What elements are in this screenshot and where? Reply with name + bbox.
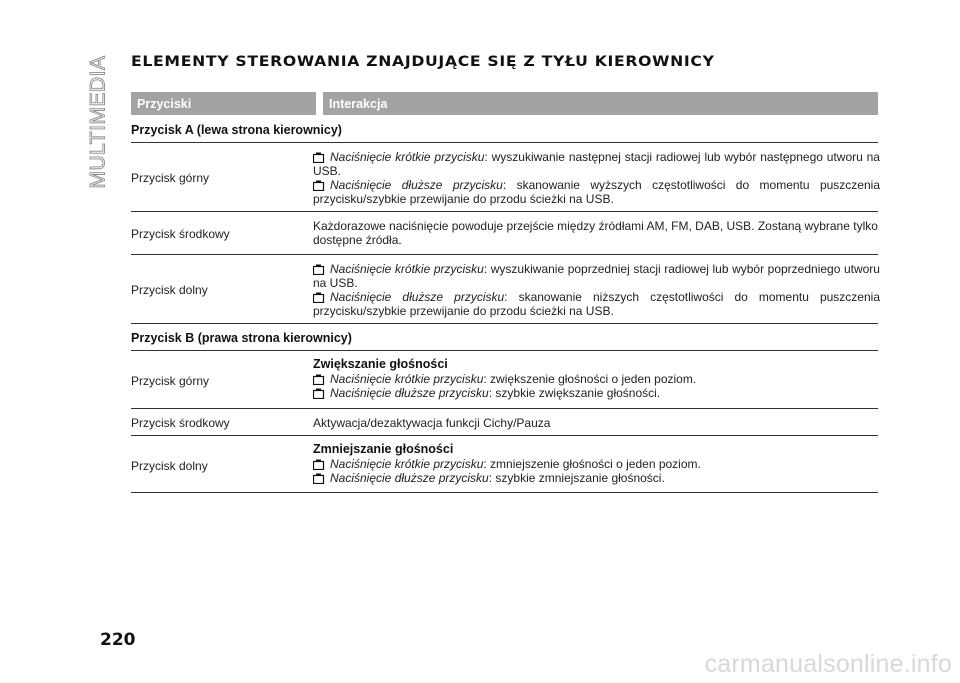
bullet-item: [313, 471, 880, 485]
bullet-emphasis: Naciśnięcie dłuższe przycisku: [330, 290, 505, 304]
description-text: Aktywacja/dezaktywacja funkcji Cichy/Pauza: [313, 416, 551, 430]
bullet-emphasis: Naciśnięcie krótkie przycisku: [330, 457, 484, 471]
section-a-title: Przycisk A (lewa strona kierownicy): [131, 123, 342, 137]
bullet-item: [313, 457, 880, 471]
row-label: Przycisk górny: [131, 374, 210, 388]
bullet-item: [313, 386, 880, 400]
row-subheading: Zmniejszanie głośności: [313, 442, 454, 456]
divider: [131, 408, 878, 409]
row-description: [313, 219, 880, 247]
bullet-text: : skanowanie niższych częstotliwości do momentu puszczenia przycisku/szybkie przewijanie do przodu ścieżki na USB.: [313, 290, 880, 318]
divider: [131, 350, 878, 351]
bullet-text: : skanowanie wyższych częstotliwości do momentu puszczenia przycisku/szybkie przewijanie do przodu ścieżki na USB.: [313, 178, 880, 206]
table-header-interaction: Interakcja: [323, 92, 878, 115]
row-description: [313, 150, 880, 206]
section-b-title: Przycisk B (prawa strona kierownicy): [131, 331, 352, 345]
bullet-emphasis: Naciśnięcie dłuższe przycisku: [330, 386, 489, 400]
bullet-item: [313, 372, 880, 386]
side-tab-label: MULTIMEDIA: [86, 55, 110, 189]
bullet-text: : wyszukiwanie następnej stacji radiowej lub wybór następnego utworu na USB.: [313, 150, 880, 178]
row-label: Przycisk środkowy: [131, 416, 230, 430]
bullet-item: [313, 178, 880, 206]
divider: [131, 492, 878, 493]
table-header-buttons: Przyciski: [131, 92, 316, 115]
divider: [131, 211, 878, 212]
row-label: Przycisk środkowy: [131, 227, 230, 241]
bullet-text: : szybkie zwiększanie głośności.: [488, 386, 661, 400]
side-tab: [84, 52, 112, 192]
row-label: Przycisk górny: [131, 171, 210, 185]
divider: [131, 323, 878, 324]
bullet-item: [313, 290, 880, 318]
steering-wheel-button-icon: [313, 459, 325, 470]
bullet-item: [313, 150, 880, 178]
steering-wheel-button-icon: [313, 152, 325, 163]
row-label: Przycisk dolny: [131, 459, 208, 473]
row-description: [313, 357, 880, 400]
row-label: Przycisk dolny: [131, 283, 208, 297]
bullet-emphasis: Naciśnięcie dłuższe przycisku: [330, 471, 489, 485]
steering-wheel-button-icon: [313, 264, 325, 275]
steering-wheel-button-icon: [313, 292, 325, 303]
bullet-text: : wyszukiwanie poprzedniej stacji radiowej lub wybór poprzedniego utworu na USB.: [313, 262, 880, 290]
divider: [131, 142, 878, 143]
page-title: ELEMENTY STEROWANIA ZNAJDUJĄCE SIĘ Z TYŁU KIEROWNICY: [131, 54, 715, 70]
steering-wheel-button-icon: [313, 180, 325, 191]
bullet-text: : zwiększenie głośności o jeden poziom.: [483, 372, 697, 386]
bullet-emphasis: Naciśnięcie krótkie przycisku: [330, 150, 485, 164]
page-number: 220: [100, 630, 136, 650]
steering-wheel-button-icon: [313, 388, 325, 399]
row-description: [313, 262, 880, 318]
row-description: [313, 442, 880, 485]
steering-wheel-button-icon: [313, 473, 325, 484]
row-description: [313, 416, 880, 430]
description-text: Każdorazowe naciśnięcie powoduje przejście między źródłami AM, FM, DAB, USB. Zostaną wybrane tylko dostępne źródła.: [313, 219, 878, 247]
bullet-item: [313, 262, 880, 290]
bullet-emphasis: Naciśnięcie krótkie przycisku: [330, 372, 484, 386]
row-subheading: Zwiększanie głośności: [313, 357, 448, 371]
bullet-text: : zmniejszenie głośności o jeden poziom.: [483, 457, 701, 471]
steering-wheel-button-icon: [313, 374, 325, 385]
bullet-text: : szybkie zmniejszanie głośności.: [488, 471, 665, 485]
bullet-emphasis: Naciśnięcie dłuższe przycisku: [330, 178, 503, 192]
watermark: carmanualsonline.info: [704, 650, 952, 678]
divider: [131, 435, 878, 436]
bullet-emphasis: Naciśnięcie krótkie przycisku: [330, 262, 484, 276]
divider: [131, 254, 878, 255]
